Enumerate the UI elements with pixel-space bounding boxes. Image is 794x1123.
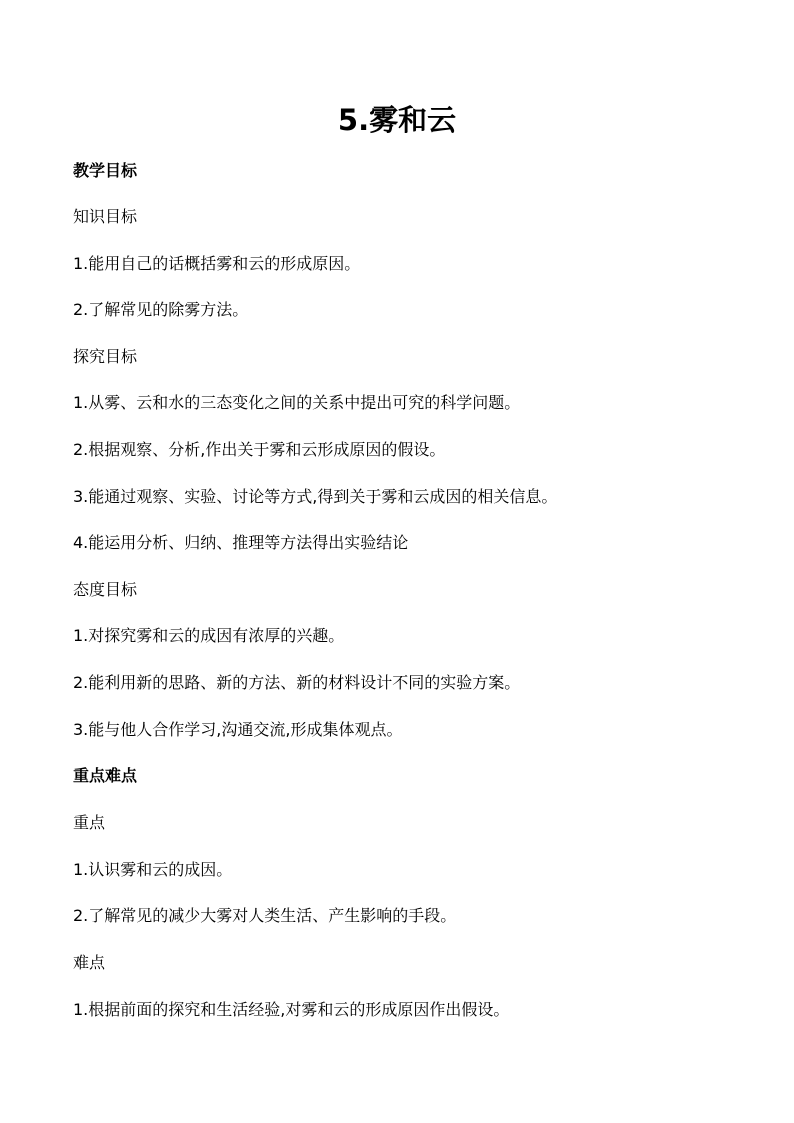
subheading-inquiry-goals: 探究目标 — [73, 347, 138, 366]
list-item: 4.能运用分析、归纳、推理等方法得出实验结论 — [73, 533, 409, 552]
list-item: 1.能用自己的话概括雾和云的形成原因。 — [73, 254, 361, 273]
list-item: 2.能利用新的思路、新的方法、新的材料设计不同的实验方案。 — [73, 673, 521, 692]
section-heading-teaching-goals: 教学目标 — [73, 161, 138, 180]
subheading-knowledge-goals: 知识目标 — [73, 207, 138, 226]
list-item: 3.能通过观察、实验、讨论等方式,得到关于雾和云成因的相关信息。 — [73, 487, 558, 506]
list-item: 2.了解常见的除雾方法。 — [73, 300, 249, 319]
document-title: 5.雾和云 — [337, 103, 457, 137]
list-item: 3.能与他人合作学习,沟通交流,形成集体观点。 — [73, 720, 403, 739]
list-item: 2.根据观察、分析,作出关于雾和云形成原因的假设。 — [73, 440, 446, 459]
section-heading-key-points: 重点难点 — [73, 766, 138, 785]
list-item: 1.从雾、云和水的三态变化之间的关系中提出可究的科学问题。 — [73, 393, 521, 412]
list-item: 1.认识雾和云的成因。 — [73, 860, 233, 879]
subheading-attitude-goals: 态度目标 — [73, 580, 138, 599]
subheading-key-points: 重点 — [73, 813, 106, 832]
list-item: 2.了解常见的减少大雾对人类生活、产生影响的手段。 — [73, 906, 457, 925]
list-item: 1.对探究雾和云的成因有浓厚的兴趣。 — [73, 626, 345, 645]
list-item: 1.根据前面的探究和生活经验,对雾和云的形成原因作出假设。 — [73, 1000, 510, 1019]
subheading-difficulties: 难点 — [73, 953, 106, 972]
